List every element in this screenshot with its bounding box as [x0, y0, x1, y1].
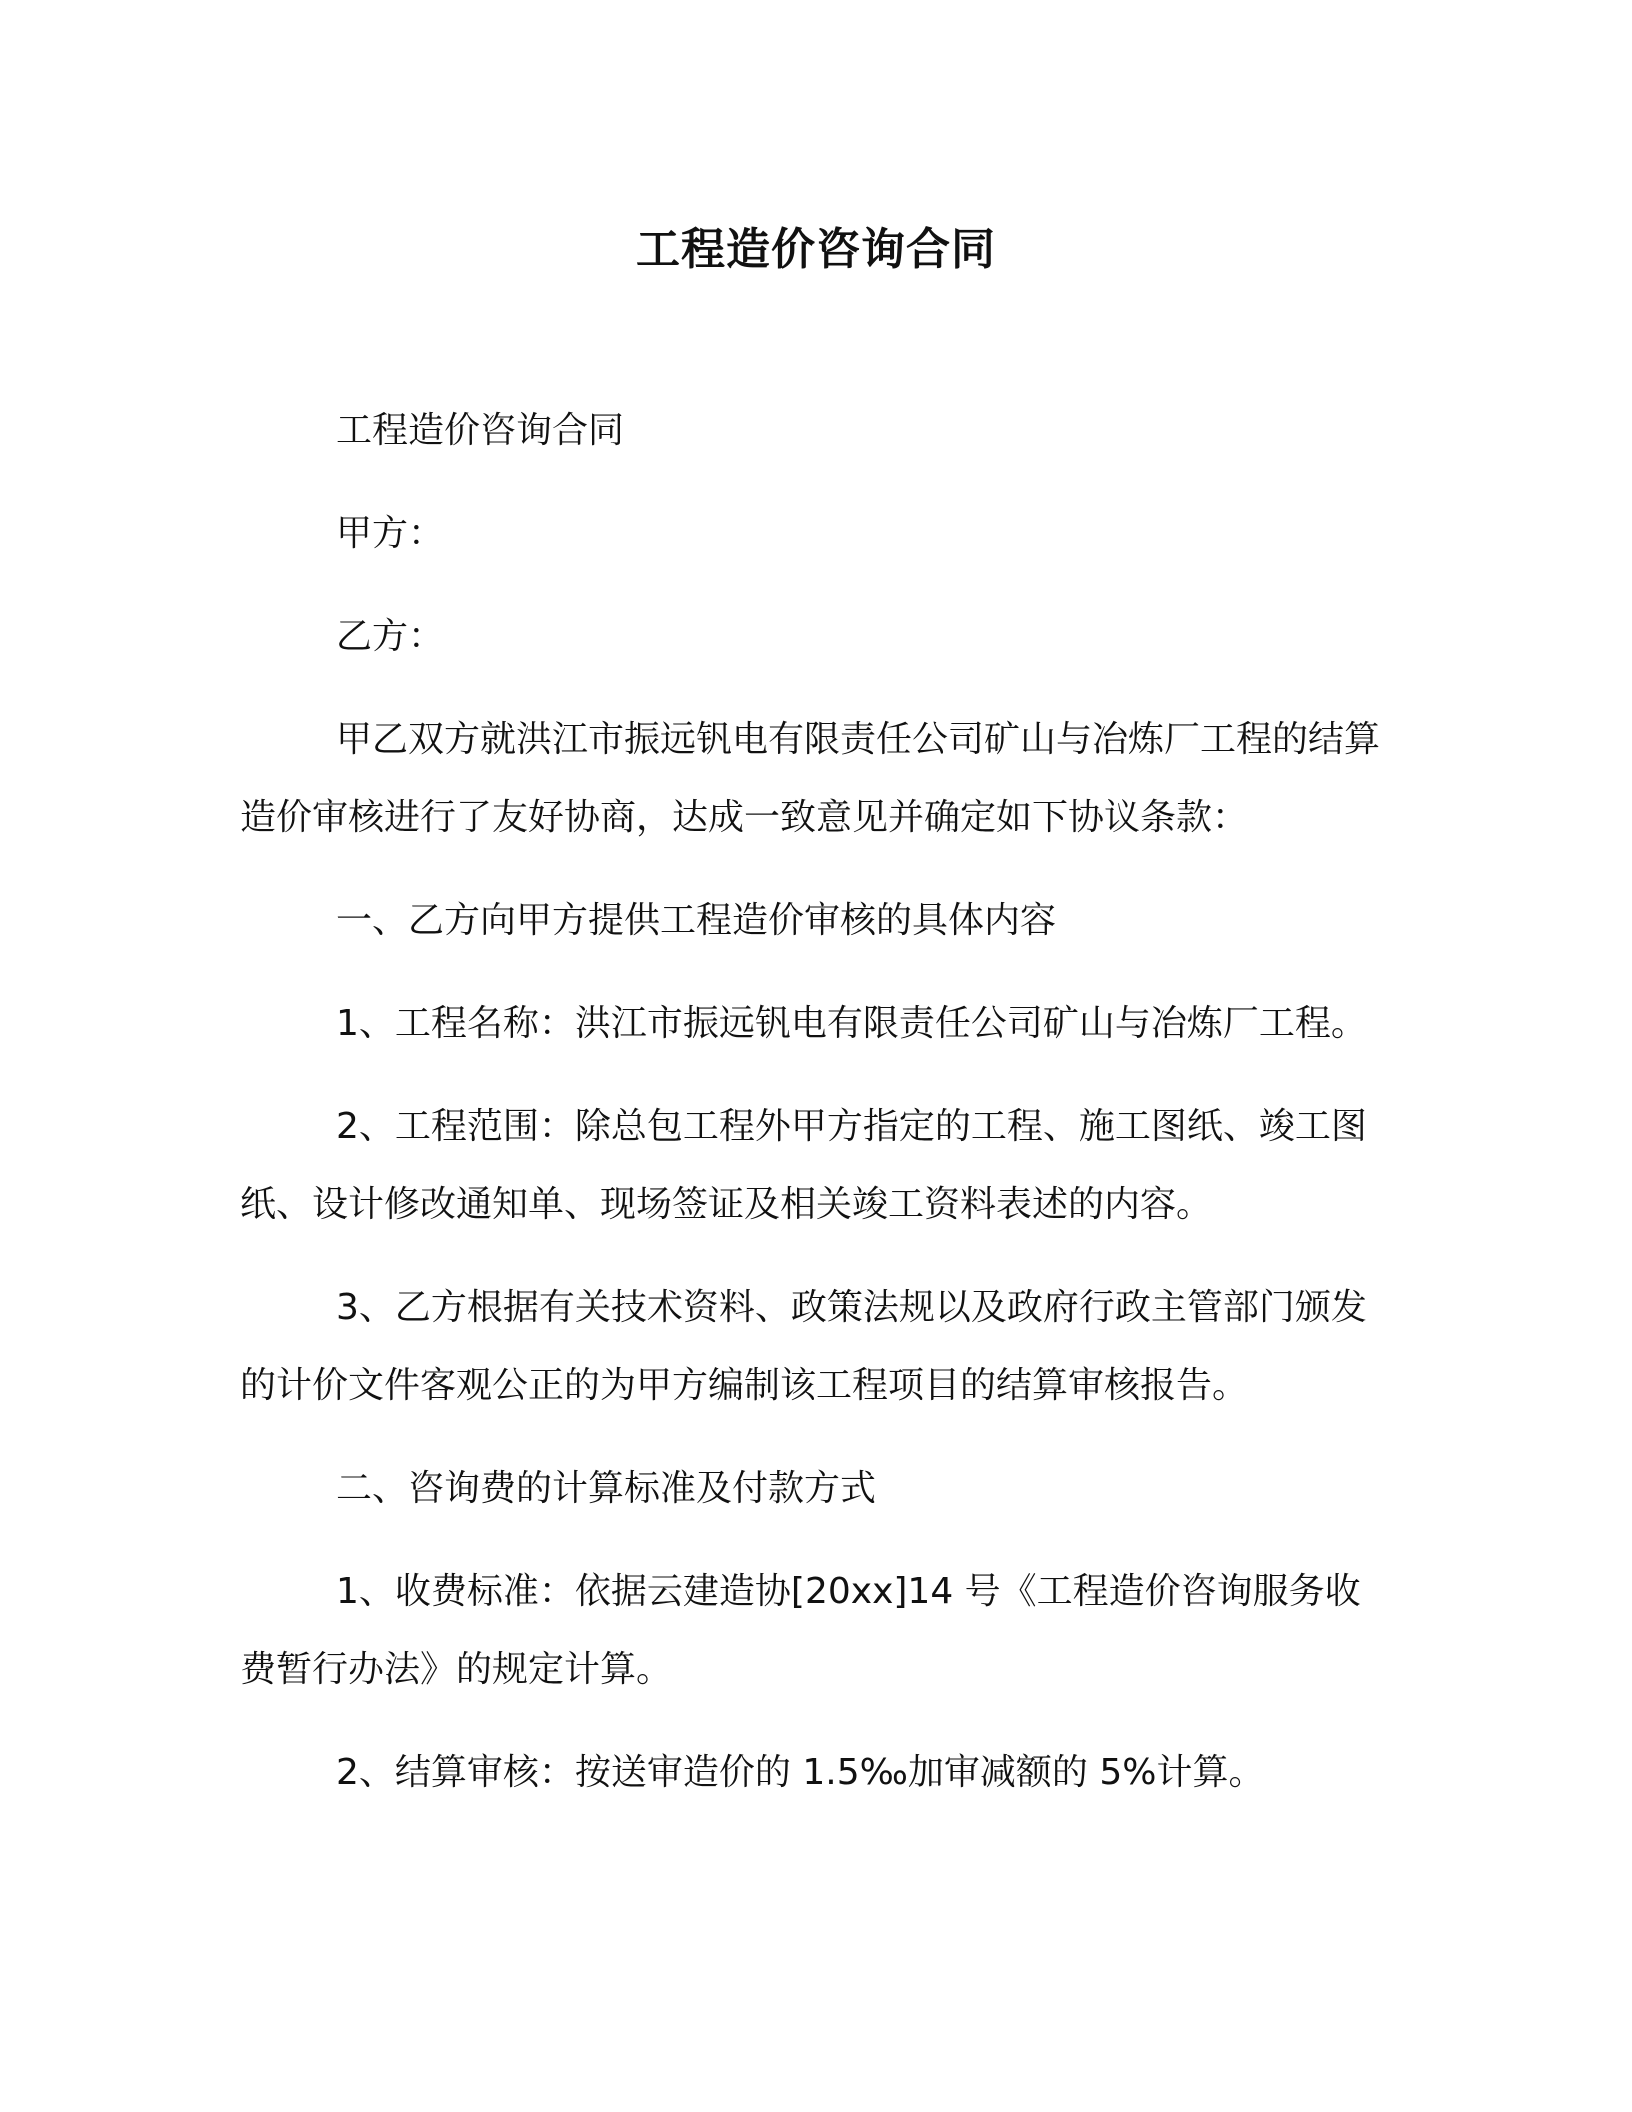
- clause-1-3: 3、乙方根据有关技术资料、政策法规以及政府行政主管部门颁发的计价文件客观公正的为甲方编制该工程项目的结算审核报告。: [240, 1287, 1367, 1406]
- clause-2-1: 1、收费标准：依据云建造协[20xx]14 号《工程造价咨询服务收费暂行办法》的规定计算。: [240, 1571, 1361, 1690]
- paragraph-party-b: 乙方：: [336, 616, 445, 657]
- paragraph-preamble: 甲乙双方就洪江市振远钒电有限责任公司矿山与冶炼厂工程的结算造价审核进行了友好协商，达成一致意见并确定如下协议条款：: [240, 719, 1381, 838]
- clause-1-2: 2、工程范围：除总包工程外甲方指定的工程、施工图纸、竣工图纸、设计修改通知单、现场签证及相关竣工资料表述的内容。: [240, 1106, 1367, 1225]
- paragraph-party-a: 甲方：: [336, 513, 445, 554]
- clause-2-2: 2、结算审核：按送审造价的 1.5‰加审减额的 5%计算。: [336, 1752, 1265, 1793]
- document-title: 工程造价咨询合同: [636, 224, 996, 275]
- paragraph-subtitle: 工程造价咨询合同: [336, 410, 625, 451]
- section-heading-2: 二、咨询费的计算标准及付款方式: [336, 1468, 877, 1509]
- document-body: [240, 392, 1390, 1837]
- clause-1-1: 1、工程名称：洪江市振远钒电有限责任公司矿山与冶炼厂工程。: [336, 1003, 1367, 1044]
- section-heading-1: 一、乙方向甲方提供工程造价审核的具体内容: [336, 900, 1057, 941]
